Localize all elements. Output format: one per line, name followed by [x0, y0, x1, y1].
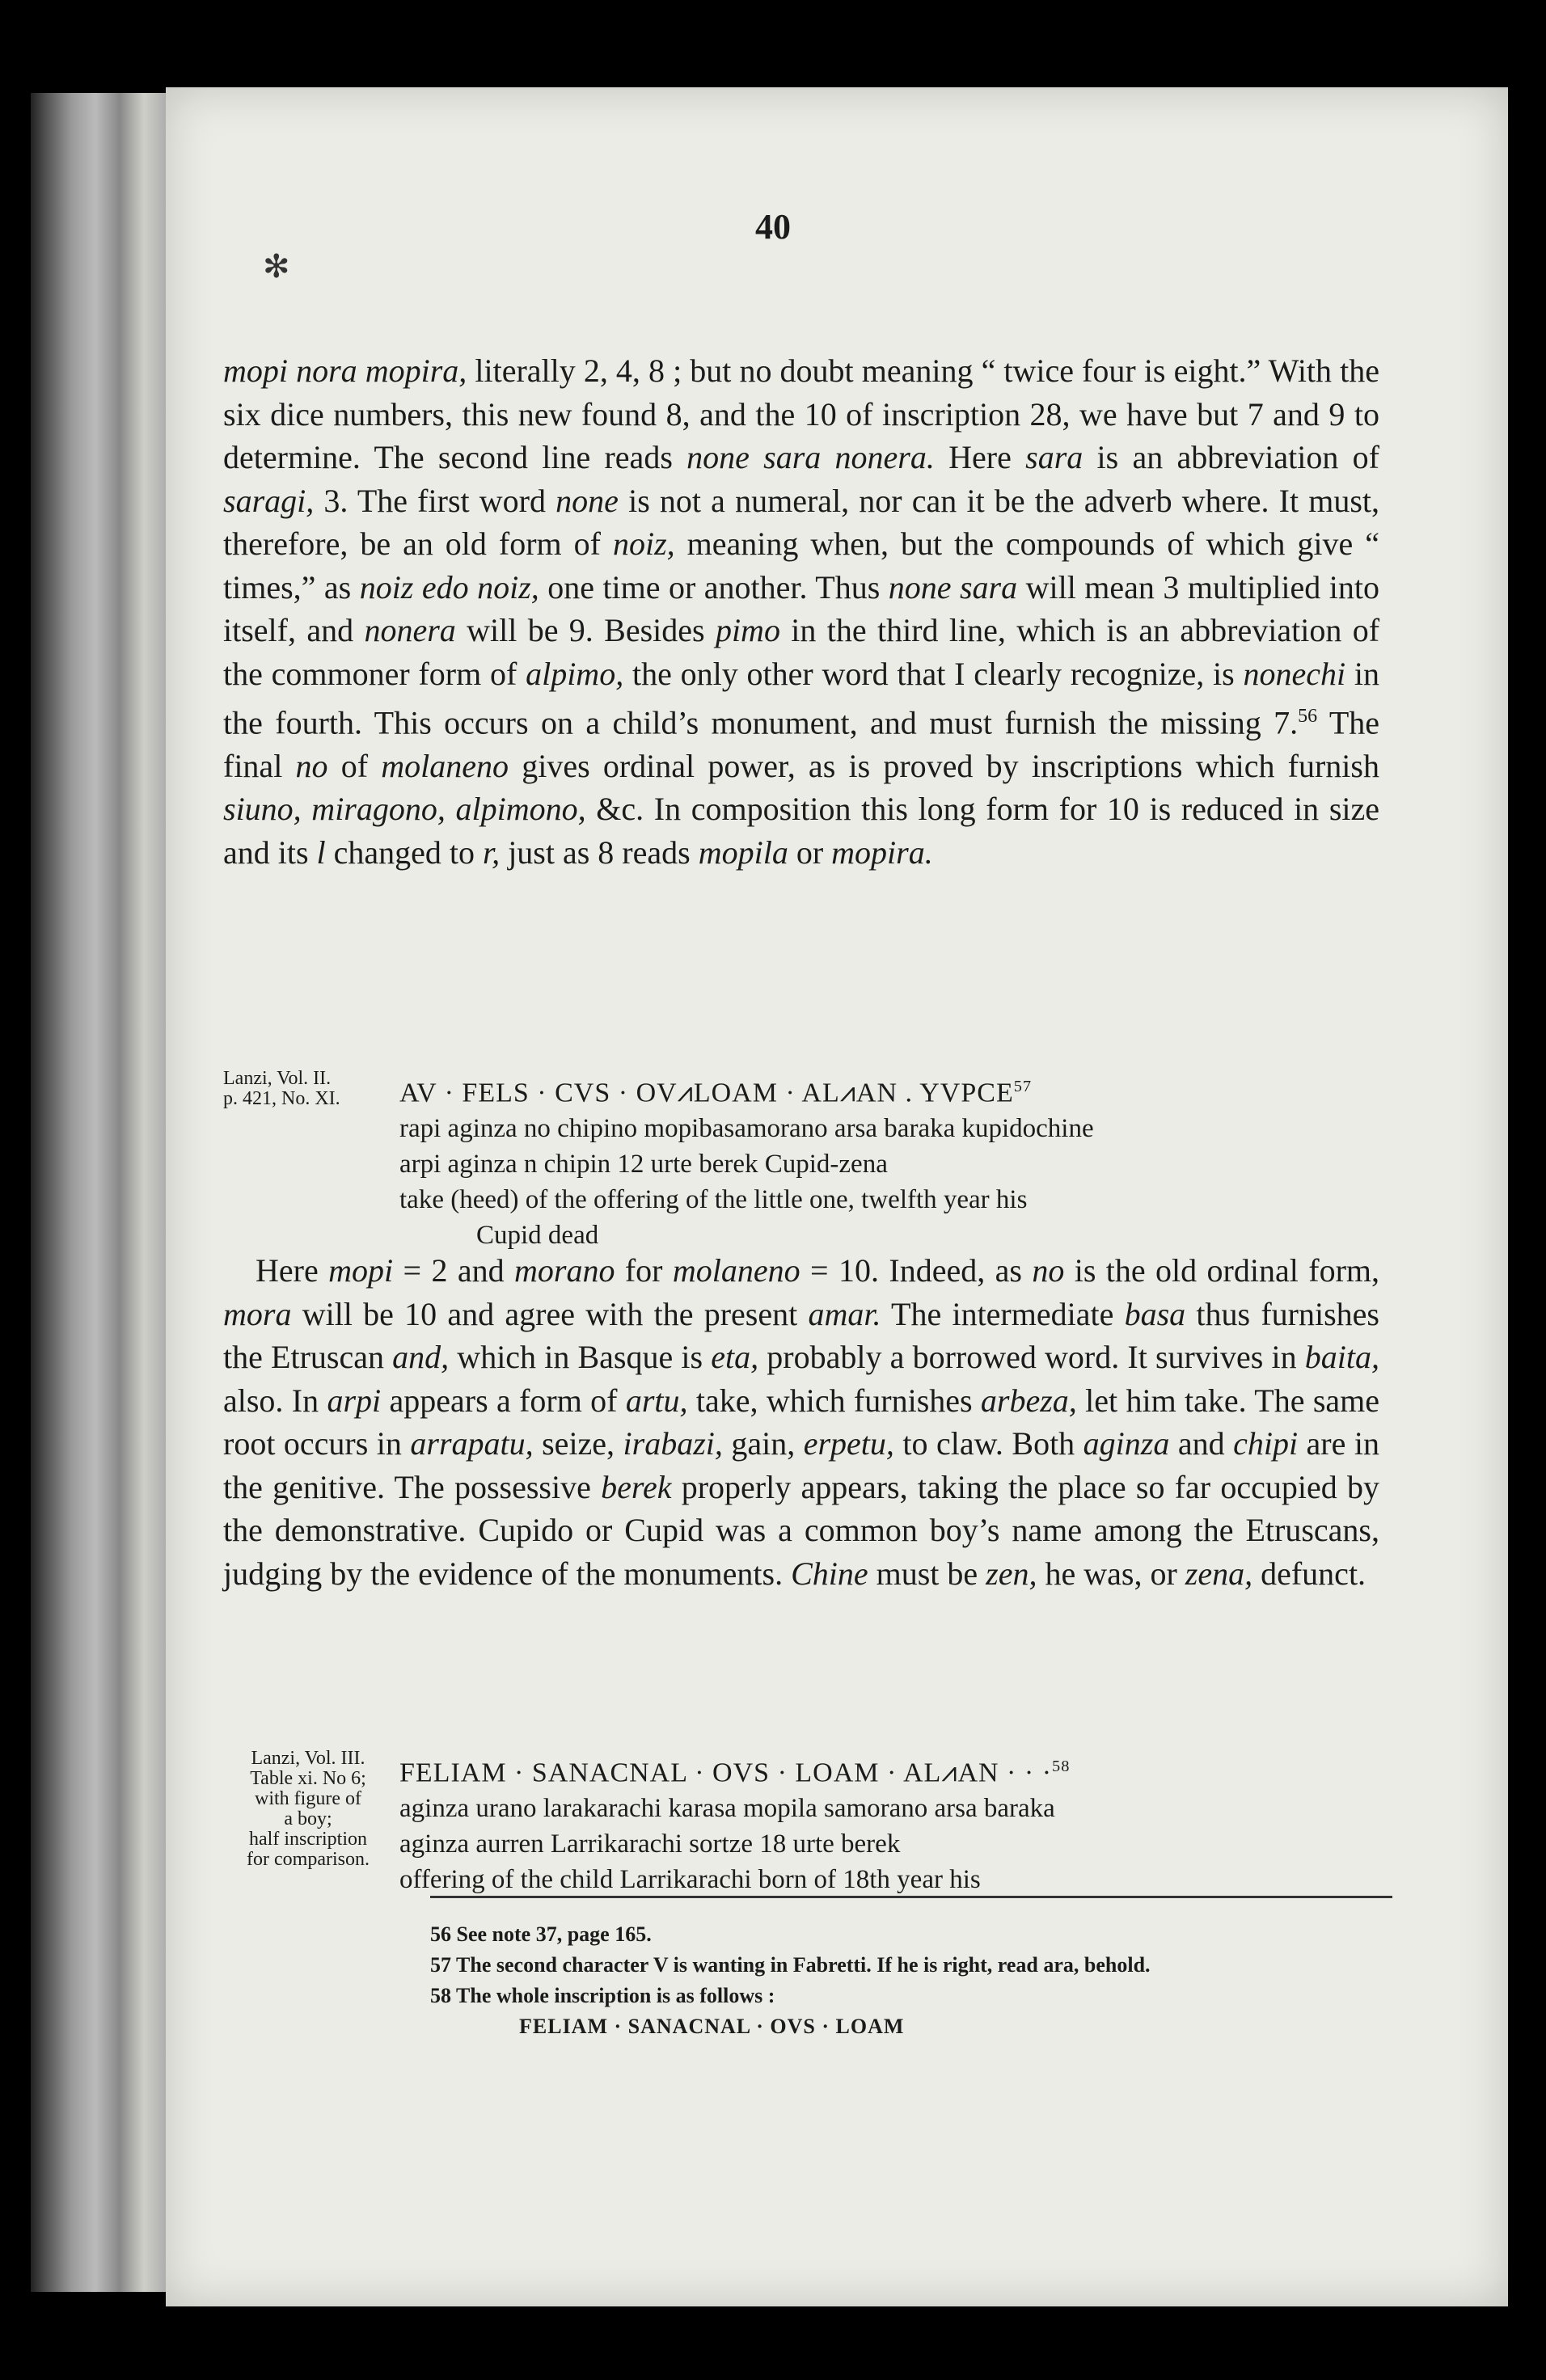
text-run: Here: [256, 1252, 329, 1289]
etruscan-text: FELIAM · SANACNAL · OVS · LOAM · AL⩘AN · · ·$^{58}$: [399, 1758, 1071, 1788]
text-run: in the fourth. This occurs on a child’s monument, and must furnish the missing 7.: [223, 655, 1379, 741]
text-run: and: [1169, 1425, 1234, 1462]
text-run: seize,: [533, 1425, 623, 1462]
italic-term: aginza: [1083, 1425, 1170, 1462]
modern-basque: aginza aurren Larrikarachi sortze 18 urte berek: [399, 1829, 901, 1859]
italic-term: arpi: [327, 1382, 382, 1419]
italic-term: arbeza,: [980, 1382, 1077, 1419]
text-run: will be 10 and agree with the present: [291, 1295, 809, 1332]
basque-reading: rapi aginza no chipino mopibasamorano arsa baraka kupidochine: [399, 1114, 1094, 1144]
footnotes: [430, 1919, 1400, 2042]
italic-term: baita,: [1304, 1339, 1379, 1375]
text-run: Here: [934, 439, 1026, 475]
text-run: take, which furnishes: [687, 1382, 981, 1419]
text-run: or: [788, 833, 832, 871]
etruscan-text: AV · FELS · CVS · OV⩘LOAM · AL⩘AN . YVPCE$^{57}$: [399, 1078, 1033, 1108]
text-run: properly appears, taking the place so far occupied by the demonstrative. Cupido or Cupid was a common boy’s name among the Etruscans, judging by the evidence of the monuments.: [223, 1468, 1379, 1592]
text-run: of: [327, 747, 382, 784]
scan-speck-icon: ✻: [263, 248, 290, 285]
italic-term: zen,: [986, 1555, 1037, 1592]
text-run: to claw. Both: [893, 1425, 1083, 1462]
page-number: 40: [755, 207, 791, 247]
paragraph: [223, 349, 1379, 874]
italic-term: sara: [1025, 439, 1083, 475]
text-run: The intermediate: [881, 1295, 1125, 1332]
text-run: = 2 and: [393, 1252, 514, 1289]
text-run: defunct.: [1252, 1555, 1366, 1592]
italic-term: r,: [483, 833, 501, 871]
source-reference: Lanzi, Vol. III. Table xi. No 6; with figure of a boy; half inscription for comparison.: [247, 1748, 370, 1870]
text-run: in the third line, which is an abbreviation of the commoner form of: [223, 612, 1380, 692]
italic-term: irabazi,: [623, 1425, 723, 1462]
text-run: just as 8 reads: [500, 833, 699, 871]
italic-term: nonechi: [1243, 655, 1346, 692]
text-run: which in Basque is: [449, 1339, 712, 1375]
italic-term: siuno, miragono, alpimono,: [223, 791, 586, 828]
italic-term: eta,: [711, 1339, 759, 1375]
text-run: The final: [223, 704, 1380, 784]
english-translation: offering of the child Larrikarachi born of 18th year his: [399, 1865, 981, 1895]
text-run: are in the genitive. The possessive: [223, 1425, 1379, 1505]
text-run: meaning when, but the compounds of which give “ times,” as: [223, 525, 1380, 606]
modern-basque: arpi aginza n chipin 12 urte berek Cupid-zena: [399, 1150, 888, 1179]
italic-term: Chine: [791, 1555, 868, 1592]
italic-term: amar.: [808, 1295, 881, 1332]
italic-term: mopira.: [831, 833, 933, 871]
italic-term: mora: [223, 1295, 292, 1332]
text-run: is the old ordinal form,: [1064, 1252, 1380, 1289]
english-translation-cont: Cupid dead: [476, 1221, 599, 1251]
text-run: appears a form of: [381, 1382, 626, 1419]
italic-term: morano: [514, 1252, 615, 1289]
text-run: must be: [868, 1555, 986, 1592]
body-text: [223, 349, 1379, 874]
footnote-58-inscription: FELIAM · SANACNAL · OVS · LOAM: [519, 2015, 905, 2038]
inscription-lines: [399, 1069, 1410, 1253]
italic-term: noiz,: [612, 525, 675, 562]
english-translation: take (heed) of the offering of the little one, twelfth year his: [399, 1185, 1028, 1215]
italic-term: l: [316, 833, 326, 871]
italic-term: alpimo,: [526, 655, 624, 692]
italic-term: chipi: [1233, 1425, 1299, 1462]
body-text-2: [223, 1249, 1379, 1595]
italic-term: noiz edo noiz,: [359, 568, 539, 606]
italic-term: zena,: [1185, 1555, 1253, 1592]
source-reference: Lanzi, Vol. II. p. 421, No. XI.: [223, 1068, 340, 1109]
text-run: literally 2, 4, 8 ; but no doubt meaning “ twice four is eight.” With the six dice numbers, this new found 8, and the 10 of inscription 28, we have but 7 and 9 to determine. The second line reads: [223, 352, 1379, 475]
italic-term: saragi,: [223, 482, 315, 519]
inscription-lines: [399, 1749, 1410, 1897]
italic-term: artu,: [625, 1382, 688, 1419]
italic-term: nonera: [364, 612, 456, 648]
italic-term: none sara nonera.: [686, 439, 935, 475]
italic-term: mopi nora mopira,: [223, 352, 467, 389]
text-run: probably a borrowed word. It survives in: [758, 1339, 1305, 1375]
footnote-57: 57 The second character V is wanting in Fabretti. If he is right, read ara, behold.: [430, 1953, 1151, 1977]
text-run: gain,: [722, 1425, 804, 1462]
italic-term: berek: [601, 1468, 672, 1505]
italic-term: molaneno: [672, 1252, 800, 1289]
text-run: 3. The first word: [314, 482, 556, 519]
paragraph: [223, 1249, 1379, 1595]
italic-term: none sara: [888, 568, 1018, 606]
italic-term: pimo: [715, 612, 780, 648]
italic-term: and,: [392, 1339, 450, 1375]
text-run: thus furnishes the Etruscan: [223, 1295, 1379, 1375]
text-run: he was, or: [1037, 1555, 1185, 1592]
text-run: gives ordinal power, as is proved by inscriptions which furnish: [509, 747, 1379, 784]
text-run: for: [615, 1252, 673, 1289]
italic-term: molaneno: [381, 747, 509, 784]
text-run: let him take. The same root occurs in: [223, 1382, 1380, 1462]
text-run: will be 9. Besides: [455, 612, 716, 648]
basque-reading: aginza urano larakarachi karasa mopila samorano arsa baraka: [399, 1794, 1055, 1824]
italic-term: no: [1032, 1252, 1065, 1289]
italic-term: arrapatu,: [410, 1425, 534, 1462]
footnote-58: 58 The whole inscription is as follows :: [430, 1984, 775, 2007]
italic-term: basa: [1124, 1295, 1186, 1332]
footnote-divider: [430, 1896, 1392, 1898]
text-run: is not a numeral, nor can it be the adverb where. It must, therefore, be an old form of: [223, 482, 1380, 562]
italic-term: mopila: [698, 833, 788, 871]
text-run: = 10. Indeed, as: [800, 1252, 1033, 1289]
footnote-ref: 56: [1298, 706, 1318, 727]
text-run: the only other word that I clearly recognize, is: [623, 655, 1244, 692]
text-run: also. In: [223, 1382, 327, 1419]
text-run: will mean 3 multiplied into itself, and: [223, 568, 1379, 648]
text-run: changed to: [325, 833, 484, 871]
text-run: is an abbreviation of: [1083, 439, 1379, 475]
italic-term: mopi: [328, 1252, 394, 1289]
italic-term: none: [555, 482, 619, 519]
italic-term: erpetu,: [803, 1425, 894, 1462]
text-run: one time or another. Thus: [539, 568, 889, 606]
text-run: &c. In composition this long form for 10 is reduced in size and its: [223, 791, 1380, 871]
footnote-56: 56 See note 37, page 165.: [430, 1922, 652, 1946]
italic-term: no: [295, 747, 328, 784]
